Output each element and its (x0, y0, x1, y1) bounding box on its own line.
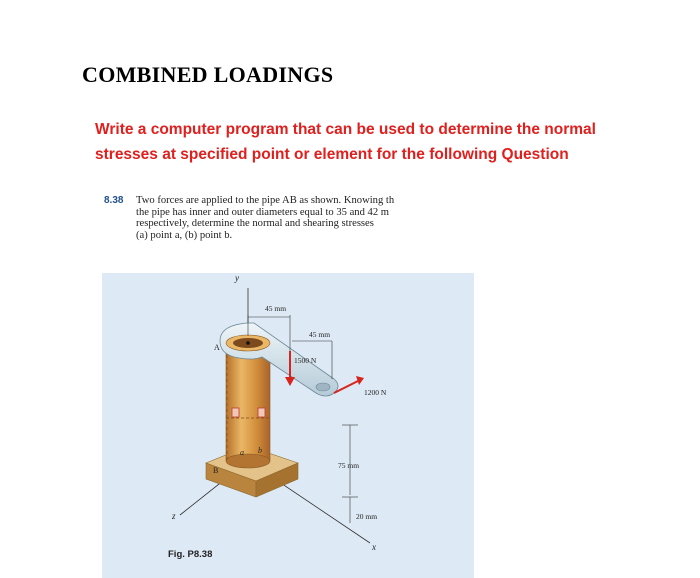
problem-figure-image (102, 193, 474, 578)
label-dim-75: 75 mm (338, 461, 360, 470)
pipe-center-dot (246, 341, 250, 345)
pipe-diagram (102, 193, 474, 578)
bracket-tip (316, 383, 330, 391)
problem-line-1: Two forces are applied to the pipe AB as shown. Knowing th (136, 195, 395, 206)
figure-caption: Fig. P8.38 (168, 549, 213, 560)
element-b-marker (258, 408, 265, 417)
label-dim-45a: 45 mm (265, 304, 287, 313)
label-x: x (372, 542, 376, 552)
problem-line-3: respectively, determine the normal and shearing stresses (136, 218, 374, 230)
label-force-1200: 1200 N (364, 388, 387, 397)
label-B: B (213, 466, 219, 475)
problem-line-4: (a) point a, (b) point b. (136, 229, 233, 241)
label-b: b (258, 446, 262, 455)
problem-number: 8.38 (104, 195, 124, 206)
label-force-1500: 1500 N (294, 356, 317, 365)
page-title: COMBINED LOADINGS (82, 62, 334, 87)
pipe-body (226, 343, 270, 461)
label-dim-20: 20 mm (356, 512, 378, 521)
problem-line-2: the pipe has inner and outer diameters equal to 35 and 42 m (136, 206, 389, 218)
label-y: y (235, 273, 239, 283)
label-A: A (214, 343, 220, 352)
label-dim-45b: 45 mm (309, 330, 331, 339)
pipe-bottom (226, 454, 270, 468)
label-a: a (240, 448, 244, 457)
force-1500-arrowhead (285, 377, 295, 386)
task-line-2: stresses at specified point or element for the following Question (95, 146, 569, 163)
element-a-marker (232, 408, 239, 417)
task-line-1: Write a computer program that can be used to determine the normal (95, 121, 596, 138)
task-instruction (95, 117, 675, 167)
label-z: z (172, 511, 176, 521)
